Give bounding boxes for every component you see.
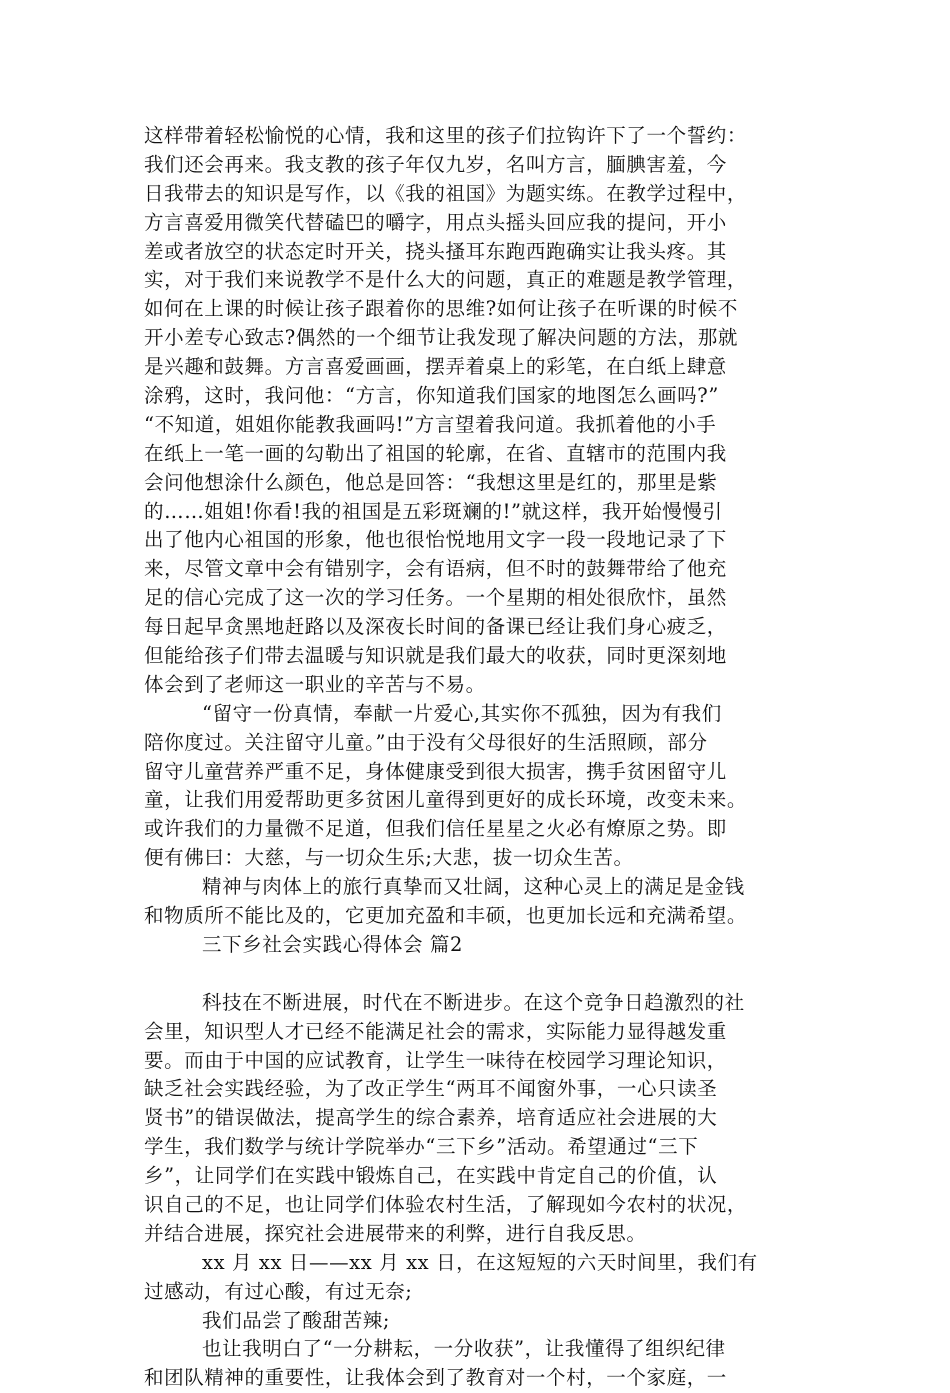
blank-line (144, 960, 824, 989)
text-line: 和物质所不能比及的，它更加充盈和丰硕，也更加长远和充满希望。 (144, 904, 748, 928)
text-line: 童，让我们用爱帮助更多贫困儿童得到更好的成长环境，改变未来。 (144, 788, 748, 812)
text-line: 和团队精神的重要性，让我体会到了教育对一个村，一个家庭，一 (144, 1366, 727, 1390)
text-line: 要。而由于中国的应试教育，让学生一味待在校园学习理论知识， (144, 1048, 727, 1072)
text-line: 乡”，让同学们在实践中锻炼自己，在实践中肯定自己的价值，认 (144, 1164, 718, 1188)
text-line: 我们还会再来。我支教的孩子年仅九岁，名叫方言，腼腆害羞，今 (144, 152, 727, 176)
text-line: 每日起早贪黑地赶路以及深夜长时间的备课已经让我们身心疲乏， (144, 615, 727, 639)
section-heading: 三下乡社会实践心得体会 篇2 (202, 932, 464, 956)
text-line: 这样带着轻松愉悦的心情，我和这里的孩子们拉钩许下了一个誓约： (144, 124, 748, 147)
paragraph-start-line: 科技在不断进展，时代在不断进步。在这个竞争日趋激烈的社 (202, 990, 745, 1014)
text-line: 涂鸦，这时，我问他：“方言，你知道我们国家的地图怎么画吗?” (144, 384, 719, 408)
text-line: 并结合进展，探究社会进展带来的利弊，进行自我反思。 (144, 1221, 647, 1245)
text-line: 会里，知识型人才已经不能满足社会的需求，实际能力显得越发重 (144, 1019, 727, 1043)
text-line: 缺乏社会实践经验，为了改正学生“两耳不闻窗外事，一心只读圣 (144, 1077, 718, 1101)
text-line: 日我带去的知识是写作，以《我的祖国》为题实练。在教学过程中， (144, 181, 748, 205)
text-line: 在纸上一笔一画的勾勒出了祖国的轮廓，在省、直辖市的范围内我 (144, 441, 727, 465)
text-line: 实，对于我们来说教学不是什么大的问题，真正的难题是教学管理， (144, 268, 748, 292)
text-line: 如何在上课的时候让孩子跟着你的思维?如何让孩子在听课的时候不 (144, 297, 738, 321)
text-line: 留守儿童营养严重不足，身体健康受到很大损害，携手贫困留守儿 (144, 759, 727, 783)
paragraph-start-line: “留守一份真情，奉献一片爱心,其实你不孤独，因为有我们 (202, 701, 722, 725)
paragraph-start-line: 我们品尝了酸甜苦辣; (202, 1308, 391, 1332)
text-line: 出了他内心祖国的形象，他也很怡悦地用文字一段一段地记录了下 (144, 528, 727, 552)
text-line: “不知道，姐姐你能教我画吗!”方言望着我问道。我抓着他的小手 (144, 412, 717, 436)
text-line: 来，尽管文章中会有错别字，会有语病，但不时的鼓舞带给了他充 (144, 557, 727, 581)
paragraph-start-line: 也让我明白了“一分耕耘，一分收获”，让我懂得了组织纪律 (202, 1337, 726, 1361)
text-line: 或许我们的力量微不足道，但我们信任星星之火必有燎原之势。即 (144, 817, 727, 841)
paragraph-start-line: 精神与肉体上的旅行真挚而又壮阔，这种心灵上的满足是金钱 (202, 875, 745, 899)
text-line: 的……姐姐!你看!我的祖国是五彩斑斓的!”就这样，我开始慢慢引 (144, 499, 723, 523)
text-line: 陪你度过。关注留守儿童。”由于没有父母很好的生活照顾，部分 (144, 730, 708, 754)
document-body (144, 122, 824, 1393)
text-line: 贤书”的错误做法，提高学生的综合素养，培育适应社会进展的大 (144, 1106, 718, 1130)
text-line: 开小差专心致志?偶然的一个细节让我发现了解决问题的方法，那就 (144, 326, 738, 350)
text-line: 差或者放空的状态定时开关，挠头搔耳东跑西跑确实让我头疼。其 (144, 239, 727, 263)
text-line: 过感动，有过心酸，有过无奈; (144, 1279, 413, 1303)
text-line: 体会到了老师这一职业的辛苦与不易。 (144, 672, 486, 696)
text-line: 足的信心完成了这一次的学习任务。一个星期的相处很欣忭，虽然 (144, 586, 727, 610)
text-line: 方言喜爱用微笑代替磕巴的嚼字，用点头摇头回应我的提问，开小 (144, 210, 727, 234)
text-line: 是兴趣和鼓舞。方言喜爱画画，摆弄着桌上的彩笔，在白纸上肆意 (144, 355, 727, 379)
text-line: 但能给孩子们带去温暖与知识就是我们最大的收获，同时更深刻地 (144, 644, 727, 668)
paragraph-start-line: xx 月 xx 日——xx 月 xx 日，在这短短的六天时间里，我们有 (202, 1250, 758, 1274)
text-line: 识自己的不足，也让同学们体验农村生活，了解现如今农村的状况， (144, 1192, 748, 1216)
text-line: 学生，我们数学与统计学院举办“三下乡”活动。希望通过“三下 (144, 1135, 699, 1159)
text-line: 会问他想涂什么颜色，他总是回答：“我想这里是红的，那里是紫 (144, 470, 718, 494)
text-line: 便有佛曰：大慈，与一切众生乐;大悲，拔一切众生苦。 (144, 846, 634, 870)
